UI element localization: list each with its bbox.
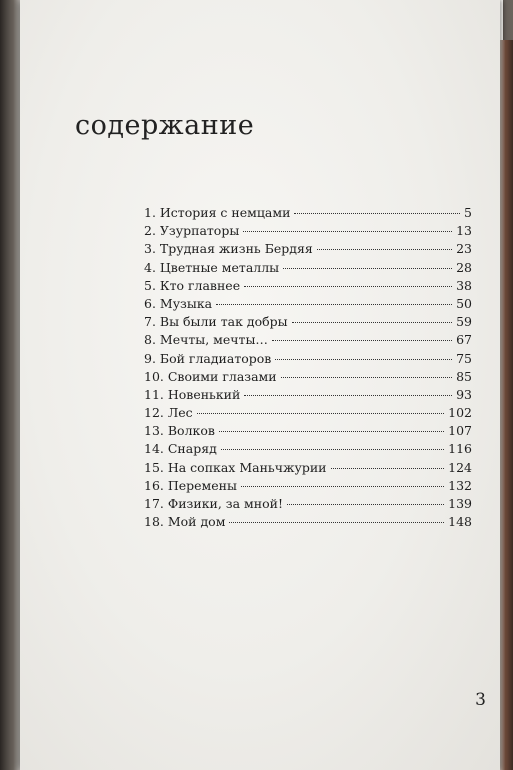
toc-entry-page: 75 bbox=[456, 350, 472, 366]
toc-entry-page: 28 bbox=[456, 259, 472, 275]
dot-leader bbox=[331, 468, 445, 469]
toc-entry-page: 50 bbox=[456, 295, 472, 311]
toc-entry-title: 3. Трудная жизнь Бердяя bbox=[144, 241, 313, 257]
toc-entry-title: 12. Лес bbox=[144, 405, 193, 421]
toc-entry-title: 4. Цветные металлы bbox=[144, 259, 280, 275]
toc-entry bbox=[144, 477, 472, 495]
dot-leader bbox=[229, 522, 444, 523]
toc-entry-page: 59 bbox=[456, 314, 472, 330]
toc-entry bbox=[144, 440, 472, 458]
toc-entry-page: 38 bbox=[456, 277, 472, 293]
toc-entry-page: 148 bbox=[448, 514, 472, 530]
dot-leader bbox=[197, 413, 444, 414]
dot-leader bbox=[219, 431, 444, 432]
toc-entry bbox=[144, 259, 472, 277]
toc-entry-page: 13 bbox=[456, 223, 472, 239]
toc-entry-title: 1. История с немцами bbox=[144, 205, 291, 220]
toc-entry-title: 10. Своими глазами bbox=[144, 368, 277, 384]
dot-leader bbox=[292, 322, 453, 323]
toc-entry bbox=[144, 240, 472, 258]
toc-entry-title: 2. Узурпаторы bbox=[144, 223, 240, 239]
dot-leader bbox=[241, 486, 444, 487]
toc-entry-page: 85 bbox=[456, 368, 472, 384]
toc-entry bbox=[144, 513, 472, 531]
toc-entry-page: 132 bbox=[448, 477, 472, 493]
toc-entry-page: 102 bbox=[448, 405, 472, 421]
toc-entry-page: 116 bbox=[448, 441, 472, 457]
toc-entry-title: 8. Мечты, мечты… bbox=[144, 332, 268, 348]
dot-leader bbox=[287, 504, 444, 505]
dot-leader bbox=[243, 231, 452, 232]
toc-entry-page: 67 bbox=[456, 332, 472, 348]
toc-entry bbox=[144, 204, 472, 222]
toc-entry-page: 23 bbox=[456, 241, 472, 257]
dot-leader bbox=[281, 377, 452, 378]
dot-leader bbox=[221, 449, 444, 450]
toc-entry-title: 13. Волков bbox=[144, 423, 215, 439]
dot-leader bbox=[317, 249, 452, 250]
toc-entry bbox=[144, 331, 472, 349]
toc-entry-title: 6. Музыка bbox=[144, 295, 213, 311]
toc-entry-title: 18. Мой дом bbox=[144, 514, 226, 530]
toc-entry-page: 93 bbox=[456, 386, 472, 402]
dot-leader bbox=[283, 268, 452, 269]
dot-leader bbox=[294, 213, 460, 214]
book-page bbox=[20, 0, 500, 770]
dot-leader bbox=[275, 359, 452, 360]
toc-entry bbox=[144, 368, 472, 386]
toc-entry bbox=[144, 404, 472, 422]
toc-entry-title: 7. Вы были так добры bbox=[144, 314, 288, 330]
page-number: 3 bbox=[475, 690, 486, 710]
toc-entry bbox=[144, 495, 472, 513]
toc-entry-page: 124 bbox=[448, 459, 472, 475]
toc-entry bbox=[144, 350, 472, 368]
toc-entry-title: 17. Физики, за мной! bbox=[144, 496, 283, 511]
toc-entry bbox=[144, 459, 472, 477]
dot-leader bbox=[272, 340, 452, 341]
toc-entry bbox=[144, 295, 472, 313]
toc-entry-title: 5. Кто главнее bbox=[144, 277, 241, 293]
dot-leader bbox=[216, 304, 452, 305]
toc-entry-title: 14. Снаряд bbox=[144, 441, 217, 457]
page-heading: содержание bbox=[75, 110, 255, 141]
toc-entry bbox=[144, 313, 472, 331]
table-of-contents bbox=[144, 204, 472, 531]
dot-leader bbox=[244, 286, 452, 287]
toc-entry-title: 15. На сопках Маньчжурии bbox=[144, 459, 327, 475]
book-cover-edge bbox=[499, 40, 513, 770]
toc-entry bbox=[144, 422, 472, 440]
toc-entry-title: 9. Бой гладиаторов bbox=[144, 350, 272, 366]
toc-entry bbox=[144, 277, 472, 295]
dot-leader bbox=[244, 395, 452, 396]
toc-entry-title: 11. Новенький bbox=[144, 386, 241, 402]
toc-entry bbox=[144, 386, 472, 404]
toc-entry-page: 139 bbox=[448, 496, 472, 511]
toc-entry-page: 5 bbox=[464, 205, 472, 220]
toc-entry-title: 16. Перемены bbox=[144, 477, 237, 493]
toc-entry bbox=[144, 222, 472, 240]
toc-entry-page: 107 bbox=[448, 423, 472, 439]
